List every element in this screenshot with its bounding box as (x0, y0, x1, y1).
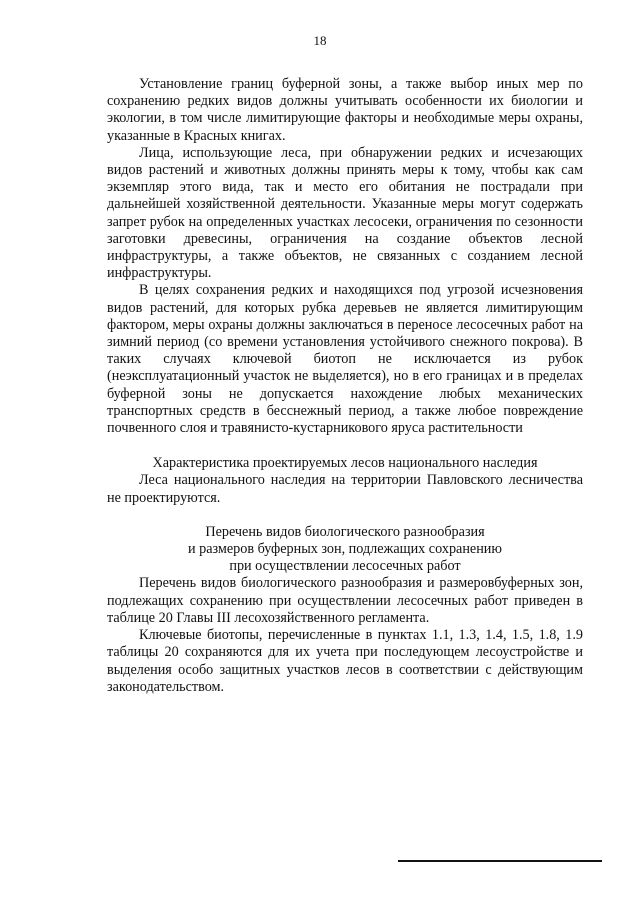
document-body (107, 76, 583, 696)
heading-line: Перечень видов биологического разнообразия (205, 523, 485, 540)
paragraph-forest-users: Лица, использующие леса, при обнаружении редких и исчезающих видов растений и животных должны принять меры к тому, чтобы как сам экземпляр этого вида, так и место его обитания не пострадали при дальнейшей хозяйственной деятельности. Указанные меры могут содержать запрет рубок на определенных участках лесосеки, ограничения по сезонности заготовки древесины, ограничения на создание объектов лесной инфраструктуры, а также объектов, не связанных с созданием лесной инфраструктуры. (107, 144, 583, 282)
paragraph-biodiversity-list: Перечень видов биологического разнообразия и размеровбуферных зон, подлежащих сохранению при осуществлении лесосечных работ приведен в таблице 20 Главы III лесохозяйственного регламента. (107, 575, 583, 626)
footer-rule (398, 860, 602, 862)
paragraph-rare-species: В целях сохранения редких и находящихся под угрозой исчезновения видов растений, для которых рубка деревьев не является лимитирующим фактором, меры охраны должны заключаться в переносе лесосечных работ на зимний период (со времени установления устойчивого снежного покрова). В таких случаях ключевой биотоп не исключается из рубок (неэксплуатационный участок не выделяется), но в его границах и в пределах буферной зоны не допускается нахождение любых механических транспортных средств в бесснежный период, а также любое повреждение почвенного слоя и травянисто-кустарникового яруса растительности (107, 282, 583, 437)
page-number: 18 (313, 33, 327, 48)
paragraph-buffer-zone: Установление границ буферной зоны, а также выбор иных мер по сохранению редких видов должны учитывать особенности их биологии и экологии, в том числе лимитирующие факторы и необходимые меры охраны, указанные в Красных книгах. (107, 76, 583, 144)
paragraph-key-biotopes: Ключевые биотопы, перечисленные в пунктах 1.1, 1.3, 1.4, 1.5, 1.8, 1.9 таблицы 20 сохраняются для их учета при последующем лесоустройстве и выделения особо защитных участков лесов в соответствии с действующим законодательством. (107, 627, 583, 695)
section-heading-biodiversity (107, 524, 583, 576)
heading-line: и размеров буферных зон, подлежащих сохранению (187, 541, 503, 558)
paragraph-national-heritage: Леса национального наследия на территории Павловского лесничества не проектируются. (107, 472, 583, 506)
section-heading-national-heritage: Характеристика проектируемых лесов национального наследия (152, 455, 538, 472)
heading-line: при осуществлении лесосечных работ (229, 558, 461, 575)
